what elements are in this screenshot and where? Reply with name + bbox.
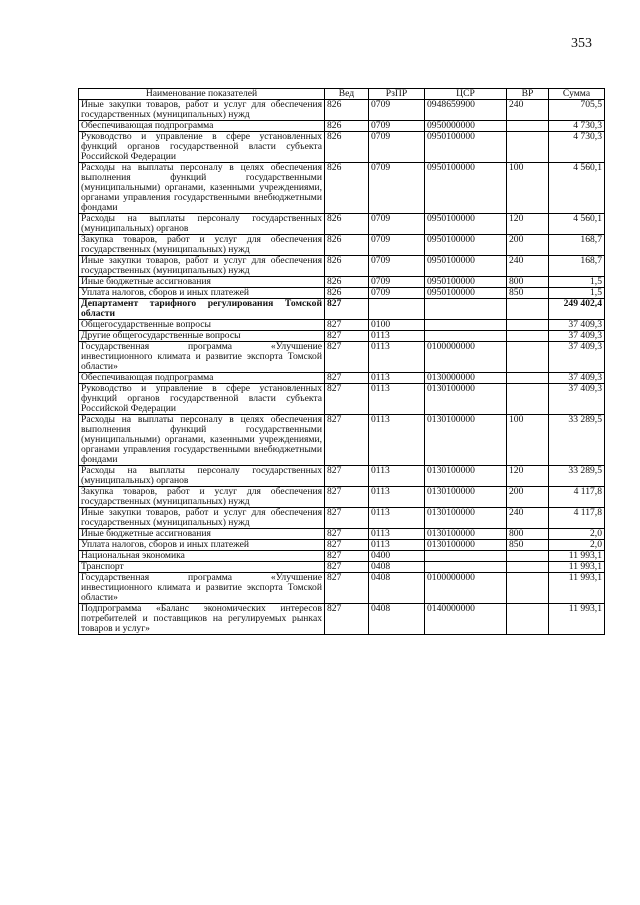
- table-row: [79, 331, 605, 342]
- cell-sum: 11 993,1: [549, 562, 605, 573]
- cell-rzpr: 0709: [369, 235, 425, 256]
- cell-vr: [507, 342, 549, 373]
- table-row: [79, 508, 605, 529]
- table-body: [79, 100, 605, 635]
- cell-rzpr: 0408: [369, 573, 425, 604]
- cell-ved: 827: [325, 573, 369, 604]
- cell-ved: 827: [325, 342, 369, 373]
- cell-rzpr: 0709: [369, 277, 425, 288]
- cell-sum: 1,5: [549, 277, 605, 288]
- cell-name: Иные бюджетные ассигнования: [79, 529, 325, 540]
- cell-vr: [507, 384, 549, 415]
- cell-sum: 37 409,3: [549, 320, 605, 331]
- cell-vr: [507, 573, 549, 604]
- cell-rzpr: 0113: [369, 529, 425, 540]
- cell-csr: 0130100000: [425, 487, 507, 508]
- cell-sum: 4 560,1: [549, 214, 605, 235]
- cell-name: Закупка товаров, работ и услуг для обеспечения государственных (муниципальных) нужд: [79, 235, 325, 256]
- cell-sum: 37 409,3: [549, 373, 605, 384]
- cell-ved: 827: [325, 331, 369, 342]
- cell-ved: 826: [325, 256, 369, 277]
- cell-rzpr: 0709: [369, 288, 425, 299]
- cell-sum: 4 730,3: [549, 121, 605, 132]
- cell-vr: 120: [507, 214, 549, 235]
- cell-vr: 200: [507, 235, 549, 256]
- table-row: [79, 277, 605, 288]
- cell-ved: 827: [325, 466, 369, 487]
- cell-name: Иные бюджетные ассигнования: [79, 277, 325, 288]
- cell-rzpr: 0709: [369, 256, 425, 277]
- cell-rzpr: 0709: [369, 121, 425, 132]
- cell-rzpr: 0709: [369, 100, 425, 121]
- cell-vr: 120: [507, 466, 549, 487]
- cell-rzpr: [369, 299, 425, 320]
- table-row: [79, 342, 605, 373]
- cell-sum: 37 409,3: [549, 342, 605, 373]
- cell-csr: [425, 331, 507, 342]
- cell-name: Расходы на выплаты персоналу в целях обеспечения выполнения функций государственными (муниципальными) органами, казенными учреждениями, органами управления государственными внебюджетными фондами: [79, 415, 325, 466]
- cell-csr: 0100000000: [425, 573, 507, 604]
- table-row: [79, 573, 605, 604]
- cell-csr: 0130100000: [425, 540, 507, 551]
- cell-name: Государственная программа «Улучшение инвестиционного климата и развитие экспорта Томской области»: [79, 342, 325, 373]
- cell-csr: [425, 551, 507, 562]
- cell-ved: 826: [325, 121, 369, 132]
- cell-name: Другие общегосударственные вопросы: [79, 331, 325, 342]
- table-row: [79, 415, 605, 466]
- cell-vr: [507, 299, 549, 320]
- header-sum: Сумма: [549, 89, 605, 100]
- cell-sum: 37 409,3: [549, 331, 605, 342]
- cell-name: Национальная экономика: [79, 551, 325, 562]
- table-row: [79, 540, 605, 551]
- table-row: [79, 100, 605, 121]
- cell-ved: 826: [325, 214, 369, 235]
- cell-name: Уплата налогов, сборов и иных платежей: [79, 540, 325, 551]
- cell-csr: 0950100000: [425, 132, 507, 163]
- cell-vr: 240: [507, 256, 549, 277]
- cell-rzpr: 0113: [369, 373, 425, 384]
- cell-csr: 0950100000: [425, 163, 507, 214]
- cell-csr: [425, 320, 507, 331]
- cell-rzpr: 0113: [369, 540, 425, 551]
- cell-rzpr: 0709: [369, 132, 425, 163]
- cell-vr: 240: [507, 100, 549, 121]
- cell-name: Расходы на выплаты персоналу в целях обеспечения выполнения функций государственными (муниципальными) органами, казенными учреждениями, органами управления государственными внебюджетными фондами: [79, 163, 325, 214]
- cell-name: Общегосударственные вопросы: [79, 320, 325, 331]
- cell-ved: 827: [325, 540, 369, 551]
- cell-vr: 850: [507, 540, 549, 551]
- table-row: [79, 562, 605, 573]
- cell-vr: 850: [507, 288, 549, 299]
- cell-csr: 0130000000: [425, 373, 507, 384]
- cell-csr: 0950100000: [425, 214, 507, 235]
- cell-ved: 827: [325, 604, 369, 635]
- cell-rzpr: 0113: [369, 331, 425, 342]
- cell-ved: 827: [325, 373, 369, 384]
- cell-csr: 0130100000: [425, 466, 507, 487]
- cell-sum: 705,5: [549, 100, 605, 121]
- cell-vr: 800: [507, 277, 549, 288]
- cell-sum: 11 993,1: [549, 573, 605, 604]
- table-row: [79, 121, 605, 132]
- cell-sum: 11 993,1: [549, 551, 605, 562]
- budget-table: [78, 88, 605, 635]
- table-row: [79, 320, 605, 331]
- cell-name: Иные закупки товаров, работ и услуг для обеспечения государственных (муниципальных) нужд: [79, 508, 325, 529]
- cell-rzpr: 0113: [369, 415, 425, 466]
- cell-sum: 168,7: [549, 256, 605, 277]
- cell-csr: 0948659900: [425, 100, 507, 121]
- cell-vr: [507, 121, 549, 132]
- cell-rzpr: 0113: [369, 384, 425, 415]
- cell-ved: 827: [325, 508, 369, 529]
- cell-rzpr: 0113: [369, 466, 425, 487]
- cell-name: Закупка товаров, работ и услуг для обеспечения государственных (муниципальных) нужд: [79, 487, 325, 508]
- table-row: [79, 466, 605, 487]
- cell-csr: 0950100000: [425, 288, 507, 299]
- cell-vr: 100: [507, 415, 549, 466]
- header-rzpr: РзПР: [369, 89, 425, 100]
- cell-name: Государственная программа «Улучшение инвестиционного климата и развитие экспорта Томской области»: [79, 573, 325, 604]
- cell-vr: 800: [507, 529, 549, 540]
- table-row: [79, 235, 605, 256]
- cell-vr: 240: [507, 508, 549, 529]
- cell-name: Расходы на выплаты персоналу государственных (муниципальных) органов: [79, 214, 325, 235]
- cell-ved: 827: [325, 415, 369, 466]
- header-ved: Вед: [325, 89, 369, 100]
- cell-ved: 826: [325, 235, 369, 256]
- cell-sum: 168,7: [549, 235, 605, 256]
- cell-vr: [507, 562, 549, 573]
- table-row: [79, 551, 605, 562]
- cell-rzpr: 0113: [369, 508, 425, 529]
- cell-rzpr: 0709: [369, 214, 425, 235]
- table-row: [79, 256, 605, 277]
- cell-rzpr: 0113: [369, 487, 425, 508]
- cell-vr: [507, 373, 549, 384]
- cell-sum: 37 409,3: [549, 384, 605, 415]
- cell-ved: 827: [325, 562, 369, 573]
- cell-sum: 4 117,8: [549, 508, 605, 529]
- cell-ved: 827: [325, 384, 369, 415]
- cell-name: Руководство и управление в сфере установленных функций органов государственной власти субъекта Российской Федерации: [79, 132, 325, 163]
- cell-ved: 826: [325, 100, 369, 121]
- cell-rzpr: 0408: [369, 562, 425, 573]
- table-header: [79, 89, 605, 100]
- cell-rzpr: 0113: [369, 342, 425, 373]
- cell-ved: 827: [325, 320, 369, 331]
- cell-sum: 4 117,8: [549, 487, 605, 508]
- cell-rzpr: 0100: [369, 320, 425, 331]
- cell-sum: 2,0: [549, 529, 605, 540]
- table-row: [79, 604, 605, 635]
- cell-csr: 0140000000: [425, 604, 507, 635]
- cell-csr: 0950100000: [425, 235, 507, 256]
- cell-ved: 827: [325, 551, 369, 562]
- cell-sum: 33 289,5: [549, 466, 605, 487]
- cell-csr: [425, 562, 507, 573]
- cell-name: Уплата налогов, сборов и иных платежей: [79, 288, 325, 299]
- cell-sum: 2,0: [549, 540, 605, 551]
- table-row: [79, 384, 605, 415]
- table-row: [79, 288, 605, 299]
- cell-vr: [507, 331, 549, 342]
- cell-vr: 100: [507, 163, 549, 214]
- cell-rzpr: 0408: [369, 604, 425, 635]
- cell-csr: 0950100000: [425, 256, 507, 277]
- cell-rzpr: 0400: [369, 551, 425, 562]
- header-name: Наименование показателей: [79, 89, 325, 100]
- cell-csr: 0130100000: [425, 415, 507, 466]
- table-row: [79, 163, 605, 214]
- cell-csr: 0130100000: [425, 384, 507, 415]
- cell-csr: 0130100000: [425, 529, 507, 540]
- cell-name: Обеспечивающая подпрограмма: [79, 121, 325, 132]
- cell-ved: 827: [325, 487, 369, 508]
- cell-sum: 1,5: [549, 288, 605, 299]
- cell-sum: 33 289,5: [549, 415, 605, 466]
- cell-name: Транспорт: [79, 562, 325, 573]
- cell-name: Руководство и управление в сфере установленных функций органов государственной власти субъекта Российской Федерации: [79, 384, 325, 415]
- header-csr: ЦСР: [425, 89, 507, 100]
- header-vr: ВР: [507, 89, 549, 100]
- cell-sum: 249 402,4: [549, 299, 605, 320]
- cell-ved: 826: [325, 277, 369, 288]
- table-row: [79, 529, 605, 540]
- table-row: [79, 373, 605, 384]
- cell-ved: 826: [325, 132, 369, 163]
- cell-ved: 826: [325, 163, 369, 214]
- cell-csr: 0950100000: [425, 277, 507, 288]
- cell-sum: 4 730,3: [549, 132, 605, 163]
- cell-vr: [507, 604, 549, 635]
- cell-csr: [425, 299, 507, 320]
- cell-name: Расходы на выплаты персоналу государственных (муниципальных) органов: [79, 466, 325, 487]
- cell-sum: 11 993,1: [549, 604, 605, 635]
- cell-name: Подпрограмма «Баланс экономических интересов потребителей и поставщиков на регулируемых рынках товаров и услуг»: [79, 604, 325, 635]
- cell-name: Обеспечивающая подпрограмма: [79, 373, 325, 384]
- cell-vr: [507, 551, 549, 562]
- cell-ved: 827: [325, 299, 369, 320]
- cell-vr: [507, 132, 549, 163]
- cell-sum: 4 560,1: [549, 163, 605, 214]
- header-row: [79, 89, 605, 100]
- cell-vr: [507, 320, 549, 331]
- table-row: [79, 132, 605, 163]
- cell-csr: 0100000000: [425, 342, 507, 373]
- table-row: [79, 487, 605, 508]
- cell-ved: 827: [325, 529, 369, 540]
- table-row: [79, 214, 605, 235]
- page-number: 353: [571, 36, 592, 51]
- cell-vr: 200: [507, 487, 549, 508]
- cell-rzpr: 0709: [369, 163, 425, 214]
- cell-csr: 0130100000: [425, 508, 507, 529]
- cell-name: Иные закупки товаров, работ и услуг для обеспечения государственных (муниципальных) нужд: [79, 100, 325, 121]
- cell-name: Департамент тарифного регулирования Томской области: [79, 299, 325, 320]
- cell-ved: 826: [325, 288, 369, 299]
- table-row: [79, 299, 605, 320]
- cell-csr: 0950000000: [425, 121, 507, 132]
- cell-name: Иные закупки товаров, работ и услуг для обеспечения государственных (муниципальных) нужд: [79, 256, 325, 277]
